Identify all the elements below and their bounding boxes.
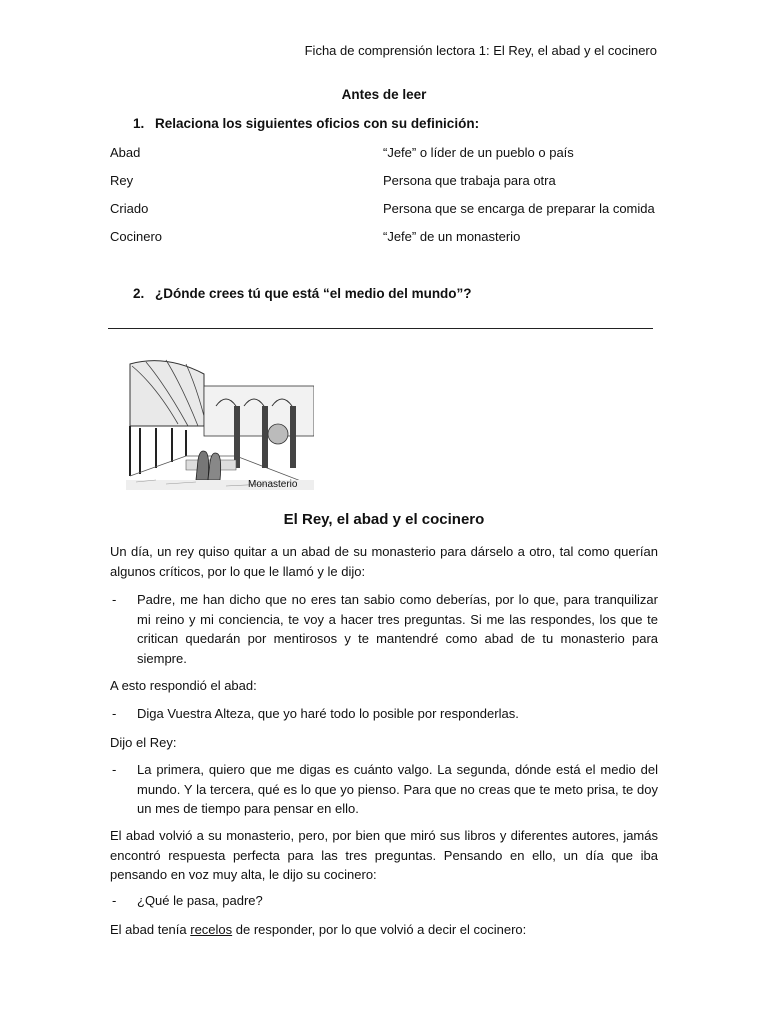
definition-3: Persona que se encarga de preparar la comida xyxy=(383,201,655,216)
paragraph-5-end: de responder, por lo que volvió a decir el cocinero: xyxy=(232,922,527,937)
paragraph-3: Dijo el Rey: xyxy=(110,735,177,750)
question-1-number: 1. xyxy=(133,116,145,131)
dialogue-1 xyxy=(110,590,658,668)
dialogue-dash: - xyxy=(112,706,117,721)
story-title: El Rey, el abad y el cocinero xyxy=(283,511,485,528)
image-caption: Monasterio xyxy=(248,479,298,490)
answer-line[interactable] xyxy=(108,318,653,329)
page-header: Ficha de comprensión lectora 1: El Rey, el abad y el cocinero xyxy=(304,43,657,58)
dialogue-2 xyxy=(110,704,658,724)
paragraph-4: El abad volvió a su monasterio, pero, por bien que miró sus libros y diferentes autores, jamás encontró respuesta perfecta para las tres preguntas. Pensando en ello, un día que iba pensando en voz muy alta, le dijo su cocinero: xyxy=(110,828,658,882)
dialogue-3 xyxy=(110,760,658,819)
term-abad: Abad xyxy=(110,145,141,160)
dialogue-3-text: La primera, quiero que me digas es cuánto valgo. La segunda, dónde está el medio del mundo. Y la tercera, qué es lo que yo pienso. Para que no creas que te meto prisa, te doy un mes de tiempo para pensar en ello. xyxy=(137,762,658,816)
dialogue-4-text: ¿Qué le pasa, padre? xyxy=(137,893,263,908)
question-2-number: 2. xyxy=(133,286,145,301)
underlined-word-recelos: recelos xyxy=(190,922,233,937)
dialogue-2-text: Diga Vuestra Alteza, que yo haré todo lo posible por responderlas. xyxy=(137,706,519,721)
term-criado: Criado xyxy=(110,201,149,216)
dialogue-dash: - xyxy=(112,762,117,777)
definition-4: “Jefe” de un monasterio xyxy=(383,229,521,244)
paragraph-2: A esto respondió el abad: xyxy=(110,678,257,693)
monastery-illustration xyxy=(126,356,314,490)
question-2-text: ¿Dónde crees tú que está “el medio del mundo”? xyxy=(155,286,472,301)
paragraph-5-start: El abad tenía xyxy=(110,922,191,937)
dialogue-1-text: Padre, me han dicho que no eres tan sabio como deberías, por lo que, para tranquilizar mi reino y mi conciencia, te voy a hacer tres preguntas. Si me las respondes, los que te critican quedarán por mentirosos y te mantendré como abad de tu monasterio para siempre. xyxy=(137,592,658,666)
question-1-text: Relaciona los siguientes oficios con su definición: xyxy=(155,116,480,131)
section-title: Antes de leer xyxy=(341,87,427,102)
definition-1: “Jefe” o líder de un pueblo o país xyxy=(383,145,574,160)
paragraph-1: Un día, un rey quiso quitar a un abad de su monasterio para dárselo a otro, tal como querían algunos críticos, por lo que le llamó y le dijo: xyxy=(110,544,658,579)
term-rey: Rey xyxy=(110,173,134,188)
dialogue-dash: - xyxy=(112,592,117,607)
question-1 xyxy=(133,116,479,131)
dialogue-4 xyxy=(110,891,658,911)
paragraph-5 xyxy=(110,920,658,940)
question-2 xyxy=(133,286,472,301)
definition-2: Persona que trabaja para otra xyxy=(383,173,556,188)
dialogue-dash: - xyxy=(112,893,117,908)
term-cocinero: Cocinero xyxy=(110,229,163,244)
